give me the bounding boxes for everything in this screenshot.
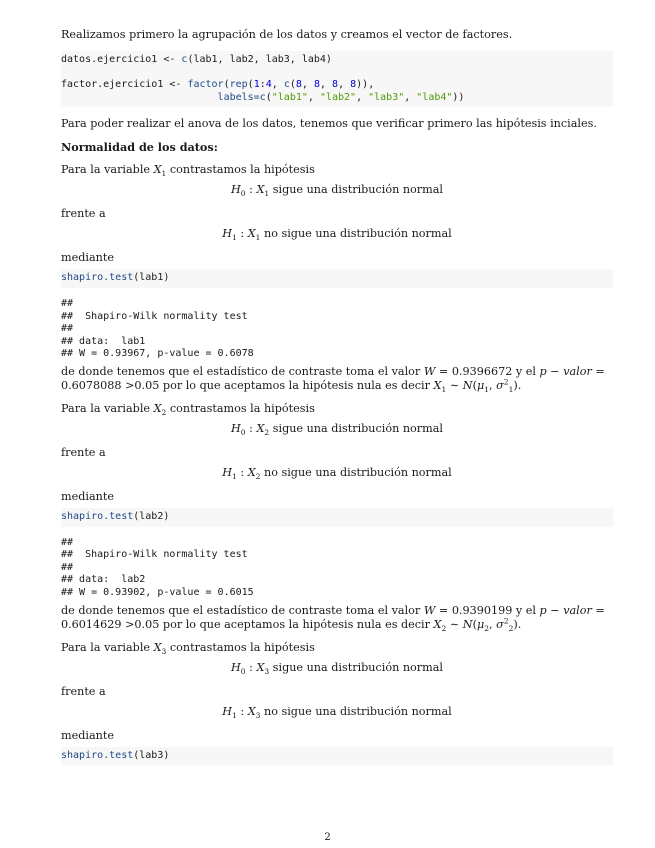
section-heading-normality: Normalidad de los datos:	[61, 140, 218, 155]
hypothesis-h1-x3: $H_1$ : $X_3$ no sigue una distribución normal	[222, 704, 452, 720]
hypothesis-h0-x1: $H_0$ : $X_1$ sigue una distribución normal	[231, 183, 443, 199]
code-shapiro-lab1: shapiro.test(lab1)	[61, 269, 613, 288]
contrast-line-x2: Para la variable $X_2$ contrastamos la hipótesis	[61, 401, 315, 418]
code-block-factor: datos.ejercicio1 <- c(lab1, lab2, lab3, lab4) factor.ejercicio1 <- factor(rep(1:4, c(8, 8, 8, 8)), labels=c("lab1", "lab2", "lab3", "lab4"))	[61, 51, 613, 107]
contrast-line-x3: Para la variable $X_3$ contrastamos la hipótesis	[61, 640, 315, 656]
mediante-3: mediante	[61, 728, 114, 742]
code-shapiro-lab3: shapiro.test(lab3)	[61, 747, 613, 766]
mediante-2: mediante	[61, 489, 114, 503]
contrast-line-x1: Para la variable $X_1$ contrastamos la hipótesis	[61, 163, 315, 179]
frente-a-2: frente a	[61, 445, 106, 459]
hypothesis-h1-x1: $H_1$ : $X_1$ no sigue una distribución normal	[222, 227, 452, 243]
mediante-1: mediante	[61, 251, 114, 265]
page-number: 2	[324, 832, 331, 843]
frente-a-3: frente a	[61, 684, 106, 698]
hypothesis-h0-x3: $H_0$ : $X_3$ sigue una distribución normal	[231, 660, 443, 676]
result-paragraph-x2: de donde tenemos que el estadístico de contraste toma el valor W = 0.9390199 y el p − valor = 0.6014629 >0.05 por lo que aceptamos la hipótesis nula es decir $X_2$ ∼ $N(\mu_2$, $\sigma^2_2$).	[61, 603, 605, 633]
output-shapiro-lab1: ## ## Shapiro-Wilk normality test ## ## data: lab1 ## W = 0.93967, p-value = 0.6078	[61, 297, 254, 360]
hypothesis-h1-x2: $H_1$ : $X_2$ no sigue una distribución normal	[222, 465, 452, 482]
code-shapiro-lab2: shapiro.test(lab2)	[61, 508, 613, 527]
page-content	[61, 28, 613, 775]
frente-a-1: frente a	[61, 207, 106, 221]
output-shapiro-lab2: ## ## Shapiro-Wilk normality test ## ## data: lab2 ## W = 0.93902, p-value = 0.6015	[61, 536, 254, 598]
hypothesis-h0-x2: $H_0$ : $X_2$ sigue una distribución normal	[231, 421, 443, 438]
anova-paragraph: Para poder realizar el anova de los datos, tenemos que verificar primero las hipótesis inciales.	[61, 117, 597, 131]
intro-paragraph: Realizamos primero la agrupación de los datos y creamos el vector de factores.	[61, 28, 513, 41]
result-paragraph-x1: de donde tenemos que el estadístico de contraste toma el valor W = 0.9396672 y el p − valor = 0.6078088 >0.05 por lo que aceptamos la hipótesis nula es decir $X_1$ ∼ $N(\mu_1$, $\sigma^2_1$).	[61, 364, 605, 395]
